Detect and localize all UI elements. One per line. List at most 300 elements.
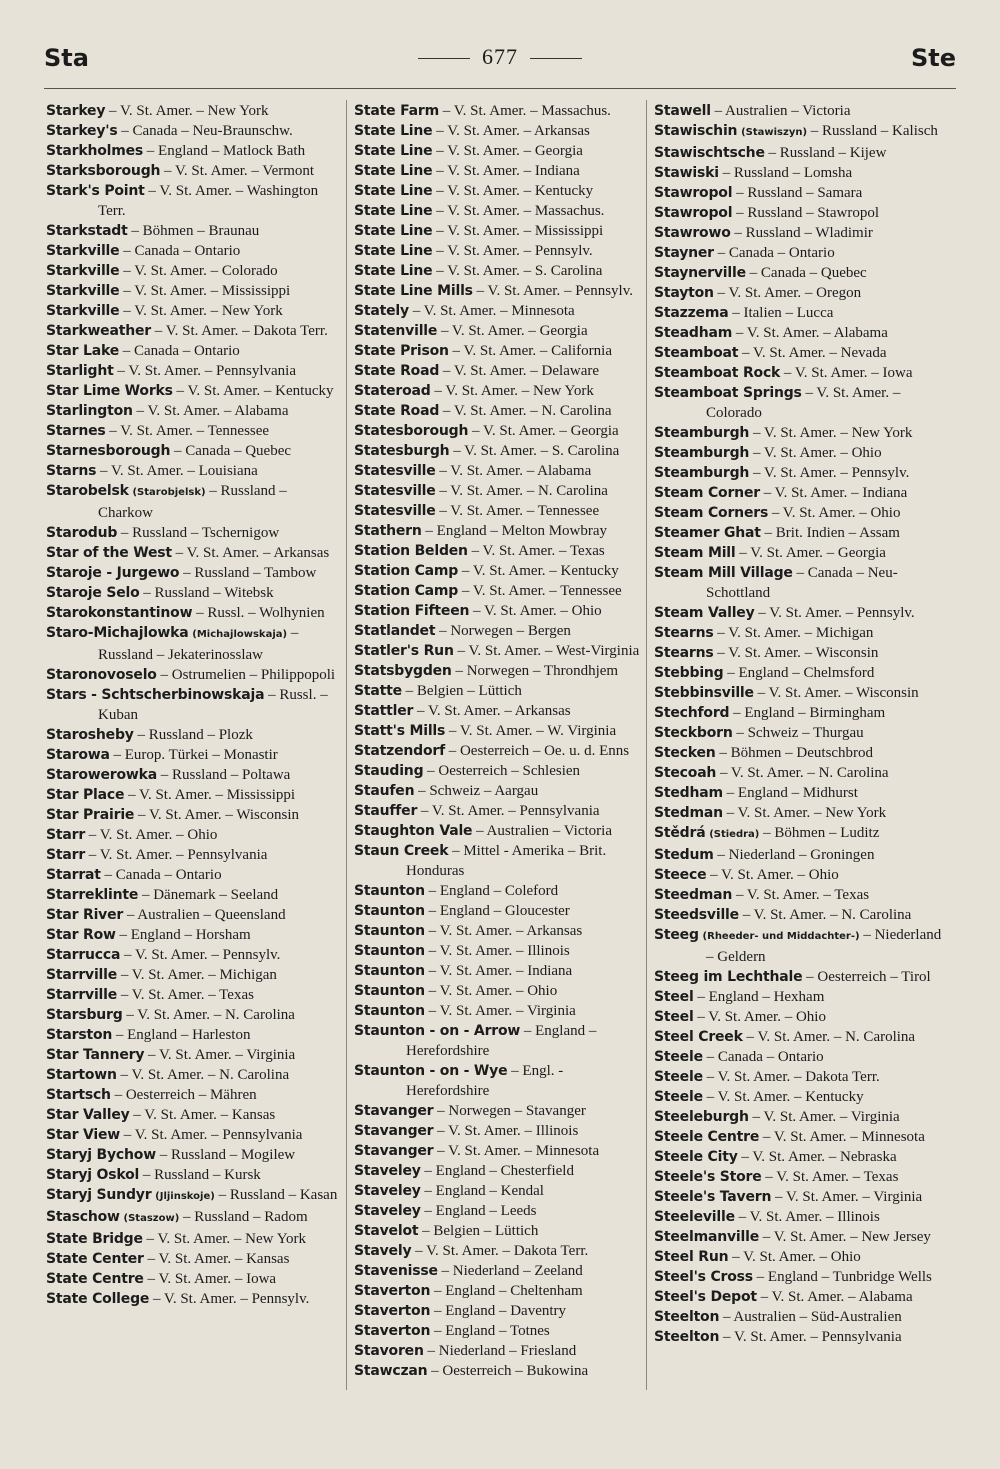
entry-location: – V. St. Amer. – Ohio <box>710 867 839 883</box>
gazetteer-entry <box>354 621 649 641</box>
entry-name: State Line <box>354 123 433 139</box>
entry-name: Steele <box>654 1089 703 1105</box>
entry-name: Staunton <box>354 883 425 899</box>
gazetteer-entry <box>46 181 341 221</box>
gazetteer-entry <box>654 1287 949 1307</box>
entry-name: Starkey <box>46 103 106 119</box>
entry-location: – Niederland – Geldern <box>706 927 942 965</box>
entry-location: – V. St. Amer. – Pennsylvania <box>123 1127 303 1143</box>
entry-name: State Line <box>354 263 433 279</box>
entry-location: – V. St. Amer. – Pennsylvania <box>117 363 296 379</box>
gazetteer-entry <box>354 1121 649 1141</box>
entry-name: Starkville <box>46 303 120 319</box>
entry-location: – V. St. Amer. – Pennsylv. <box>476 283 633 299</box>
entry-name: State Center <box>46 1251 144 1267</box>
entry-name: Statesville <box>354 483 436 499</box>
entry-location: – V. St. Amer. – Pennsylv. <box>436 243 593 259</box>
gazetteer-entry <box>46 1165 341 1185</box>
gazetteer-entry <box>354 261 649 281</box>
entry-location: – V. St. Amer. – Dakota Terr. <box>415 1243 589 1259</box>
entry-name: State Road <box>354 403 440 419</box>
entry-name: Staunton <box>354 943 425 959</box>
entry-location: – V. St. Amer. – New York <box>123 303 283 319</box>
entry-location: – V. St. Amer. – Illinois <box>738 1209 880 1225</box>
gazetteer-entry <box>654 1227 949 1247</box>
entry-name: Steamboat Springs <box>654 385 802 401</box>
entry-location: – V. St. Amer. – W. Virginia <box>448 723 617 739</box>
entry-location: – V. St. Amer. – Minnesota <box>412 303 575 319</box>
gazetteer-entry <box>354 701 649 721</box>
gazetteer-entry <box>354 921 649 941</box>
entry-location: – Schweiz – Aargau <box>418 783 539 799</box>
entry-name: Stavelot <box>354 1223 419 1239</box>
entry-location: – V. St. Amer. – Pennsylv. <box>152 1291 310 1307</box>
entry-location: – V. St. Amer. – Oregon <box>717 285 862 301</box>
entry-name: Steelton <box>654 1309 720 1325</box>
entry-name: Staryj Sundyr <box>46 1187 152 1203</box>
gazetteer-entry <box>354 221 649 241</box>
entry-location: – V. St. Amer. – Minnesota <box>437 1143 600 1159</box>
entry-name: Steeg <box>654 927 699 943</box>
gazetteer-entry <box>354 481 649 501</box>
entry-location: – V. St. Amer. – Ohio <box>752 445 882 461</box>
gazetteer-entry <box>654 1167 949 1187</box>
entry-location: – Canada – Ontario <box>122 343 240 359</box>
gazetteer-entry <box>354 1201 649 1221</box>
entry-name: Stayton <box>654 285 714 301</box>
entry-name: Star Valley <box>46 1107 130 1123</box>
entry-name: Steamburgh <box>654 465 750 481</box>
entry-name: Star River <box>46 907 124 923</box>
entry-location: – V. St. Amer. – Mississippi <box>128 787 296 803</box>
entry-location: – V. St. Amer. – Indiana <box>763 485 908 501</box>
entry-name: State Line <box>354 223 433 239</box>
entry-name: Stark's Point <box>46 183 145 199</box>
gazetteer-entry <box>46 685 341 725</box>
gazetteer-entry <box>354 521 649 541</box>
entry-name: Starreklinte <box>46 887 139 903</box>
entry-name: Starokonstantinow <box>46 605 193 621</box>
gazetteer-entry <box>654 1267 949 1287</box>
gazetteer-entry <box>354 1301 649 1321</box>
entry-name: Steckborn <box>654 725 733 741</box>
entry-name: Stawischtsche <box>654 145 765 161</box>
entry-name: Statlandet <box>354 623 436 639</box>
gazetteer-entry <box>46 1145 341 1165</box>
entry-name: Steam Mill Village <box>654 565 793 581</box>
entry-location: – England – Kendal <box>424 1183 544 1199</box>
entry-location: – V. St. Amer. – Ohio <box>473 603 602 619</box>
entry-alt-name: (Staszow) <box>123 1213 180 1224</box>
entry-name: Stauffer <box>354 803 418 819</box>
gazetteer-entry <box>46 1269 341 1289</box>
gazetteer-entry <box>354 201 649 221</box>
entry-name: Startsch <box>46 1087 111 1103</box>
entry-name: Steel Creek <box>654 1029 743 1045</box>
entry-location: – Russland – Mogilew <box>159 1147 296 1163</box>
entry-name: Stauding <box>354 763 424 779</box>
entry-name: Stawiski <box>654 165 719 181</box>
entry-location: – V. St. Amer. – Alabama <box>735 325 888 341</box>
entry-name: Starston <box>46 1027 113 1043</box>
entry-name: Starr <box>46 847 86 863</box>
entry-name: Steele City <box>654 1149 738 1165</box>
gazetteer-entry <box>46 905 341 925</box>
entry-name: Stawrowo <box>654 225 731 241</box>
entry-name: Steele <box>654 1069 703 1085</box>
entry-location: – Russland – Kasan <box>218 1187 338 1203</box>
gazetteer-entry <box>46 745 341 765</box>
entry-location: – England – Birmingham <box>733 705 886 721</box>
entry-name: Starkville <box>46 243 120 259</box>
entry-name: Stavanger <box>354 1123 434 1139</box>
entry-location: – Norwegen – Throndhjem <box>455 663 619 679</box>
entry-name: Starkstadt <box>46 223 128 239</box>
entry-location: – V. St. Amer. – Virginia <box>775 1189 923 1205</box>
entry-name: Steel <box>654 989 694 1005</box>
entry-location: – Canada – Ontario <box>706 1049 824 1065</box>
entry-name: State Line Mills <box>354 283 473 299</box>
entry-location: – V. St. Amer. – Texas <box>120 987 254 1003</box>
gazetteer-entry <box>654 1067 949 1087</box>
entry-location: – V. St. Amer. – Virginia <box>428 1003 576 1019</box>
entry-name: Staveley <box>354 1183 421 1199</box>
column-divider <box>646 100 647 1390</box>
entry-location: – V. St. Amer. – Pennsylvania <box>723 1329 902 1345</box>
page-number-line <box>44 44 956 70</box>
entry-location: – England – Hexham <box>697 989 825 1005</box>
entry-name: Stayner <box>654 245 714 261</box>
gazetteer-entry <box>354 761 649 781</box>
gazetteer-entry <box>354 561 649 581</box>
entry-location: – V. St. Amer. – Colorado <box>706 385 901 421</box>
entry-name: Stathern <box>354 523 422 539</box>
gazetteer-entry <box>654 143 949 163</box>
gazetteer-entry <box>654 1127 949 1147</box>
gazetteer-entry <box>354 841 649 881</box>
entry-name: Star View <box>46 1127 121 1143</box>
gazetteer-entry <box>654 163 949 183</box>
entry-location: – V. St. Amer. – Alabama <box>136 403 289 419</box>
entry-location: – England – Chelmsford <box>727 665 875 681</box>
entry-name: Star Place <box>46 787 125 803</box>
entry-location: – Oesterreich – Mähren <box>114 1087 257 1103</box>
entry-location: – Russland – Kalisch <box>810 123 938 139</box>
gazetteer-entry <box>654 183 949 203</box>
gazetteer-entry <box>654 121 949 143</box>
entry-name: Station Belden <box>354 543 468 559</box>
entry-location: – V. St. Amer. – Kentucky <box>436 183 594 199</box>
gazetteer-entry <box>354 821 649 841</box>
entry-location: – V. St. Amer. – Georgia <box>440 323 588 339</box>
gazetteer-entry <box>354 401 649 421</box>
entry-name: State Road <box>354 363 440 379</box>
column-1 <box>46 101 341 1309</box>
entry-location: – V. St. Amer. – Kansas <box>133 1107 276 1123</box>
entry-name: Steeleville <box>654 1209 735 1225</box>
entry-name: Stedum <box>654 847 714 863</box>
entry-location: – Australien – Süd-Australien <box>723 1309 902 1325</box>
entry-location: – V. St. Amer. – Wisconsin <box>137 807 300 823</box>
entry-name: Stedman <box>654 805 723 821</box>
entry-location: – Russl. – Wolhynien <box>196 605 325 621</box>
entry-location: – V. St. Amer. – Pennsylv. <box>124 947 281 963</box>
entry-location: – Russland – Tambow <box>183 565 317 581</box>
entry-name: Starrucca <box>46 947 121 963</box>
gazetteer-entry <box>654 303 949 323</box>
column-divider <box>346 100 347 1390</box>
entry-name: Staschow <box>46 1209 120 1225</box>
gazetteer-entry <box>354 1341 649 1361</box>
entry-name: Staunton <box>354 903 425 919</box>
gazetteer-entry <box>654 343 949 363</box>
gazetteer-entry <box>654 443 949 463</box>
entry-name: Staunton - on - Arrow <box>354 1023 521 1039</box>
entry-name: Starrville <box>46 967 118 983</box>
entry-location: – V. St. Amer. – Texas <box>765 1169 899 1185</box>
gazetteer-entry <box>354 961 649 981</box>
header-last-entry: Ste <box>910 44 956 72</box>
gazetteer-entry <box>46 1105 341 1125</box>
entry-name: Staverton <box>354 1303 431 1319</box>
entry-name: State Line <box>354 243 433 259</box>
entry-location: – V. St. Amer. – N. Carolina <box>746 1029 916 1045</box>
entry-location: – V. St. Amer. – Tennessee <box>461 583 622 599</box>
entry-name: Steele <box>654 1049 703 1065</box>
gazetteer-entry <box>654 1027 949 1047</box>
gazetteer-entry <box>354 661 649 681</box>
gazetteer-entry <box>46 725 341 745</box>
entry-location: – Oesterreich – Tirol <box>806 969 931 985</box>
gazetteer-entry <box>354 421 649 441</box>
gazetteer-entry <box>654 905 949 925</box>
entry-location: – V. St. Amer. – Indiana <box>428 963 573 979</box>
gazetteer-entry <box>354 741 649 761</box>
gazetteer-entry <box>654 623 949 643</box>
gazetteer-entry <box>354 161 649 181</box>
gazetteer-entry <box>354 781 649 801</box>
entry-name: Statesborough <box>354 423 469 439</box>
entry-location: – V. St. Amer. – Arkansas <box>436 123 590 139</box>
entry-name: Staronovoselo <box>46 667 157 683</box>
entry-location: – V. St. Amer. – Ohio <box>732 1249 861 1265</box>
gazetteer-entry <box>46 101 341 121</box>
entry-location: – V. St. Amer. – Virginia <box>752 1109 900 1125</box>
entry-location: – England – Melton Mowbray <box>425 523 608 539</box>
entry-location: – Schweiz – Thurgau <box>736 725 864 741</box>
gazetteer-entry <box>46 623 341 665</box>
entry-name: Staun Creek <box>354 843 449 859</box>
entry-location: – V. St. Amer. – Minnesota <box>762 1129 925 1145</box>
gazetteer-entry <box>46 563 341 583</box>
entry-location: – V. St. Amer. – Tennessee <box>109 423 270 439</box>
entry-name: Star Row <box>46 927 116 943</box>
entry-alt-name: (Rheeder- und Middachter-) <box>702 931 860 942</box>
entry-location: – Russland – Jekaterinosslaw <box>98 625 299 663</box>
entry-name: Staroje Selo <box>46 585 140 601</box>
entry-name: Star Tannery <box>46 1047 145 1063</box>
entry-location: – Europ. Türkei – Monastir <box>113 747 278 763</box>
gazetteer-entry <box>46 1045 341 1065</box>
entry-location: – V. St. Amer. – Kentucky <box>461 563 619 579</box>
entry-location: – V. St. Amer. – Pennsylvania <box>88 847 268 863</box>
entry-location: – V. St. Amer. – Pennsylv. <box>752 465 910 481</box>
gazetteer-entry <box>654 101 949 121</box>
entry-name: Steel Run <box>654 1249 729 1265</box>
entry-location: – Canada – Ontario <box>104 867 222 883</box>
gazetteer-entry <box>46 341 341 361</box>
entry-location: – V. St. Amer. – Arkansas <box>428 923 583 939</box>
entry-name: Stavely <box>354 1243 412 1259</box>
gazetteer-entry <box>354 1101 649 1121</box>
gazetteer-entry <box>46 461 341 481</box>
gazetteer-entry <box>354 1281 649 1301</box>
header-first-entry: Sta <box>44 44 89 72</box>
entry-name: Starksborough <box>46 163 161 179</box>
entry-location: – Russland – Plozk <box>137 727 253 743</box>
gazetteer-entry <box>46 1065 341 1085</box>
gazetteer-entry <box>654 823 949 845</box>
entry-name: Steam Valley <box>654 605 755 621</box>
entry-name: State Farm <box>354 103 439 119</box>
entry-name: Steelmanville <box>654 1229 759 1245</box>
entry-location: – England – Horsham <box>119 927 251 943</box>
gazetteer-entry <box>46 825 341 845</box>
entry-location: – V. St. Amer. – Illinois <box>437 1123 579 1139</box>
header-dash-left <box>418 58 470 59</box>
entry-location: – Russland – Witebsk <box>143 585 274 601</box>
gazetteer-entry <box>354 681 649 701</box>
entry-name: Stars - Schtscherbinowskaja <box>46 687 265 703</box>
entry-location: – V. St. Amer. – Wisconsin <box>717 645 879 661</box>
entry-location: – Russland – Tschernigow <box>120 525 280 541</box>
entry-location: – England – Herefordshire <box>406 1023 597 1059</box>
entry-location: – V. St. Amer. – Georgia <box>436 143 583 159</box>
entry-location: – V. St. Amer. – Arkansas <box>416 703 571 719</box>
entry-location: – England – Chesterfield <box>424 1163 574 1179</box>
gazetteer-entry <box>654 423 949 443</box>
page-number: 677 <box>482 44 518 69</box>
entry-name: Stawischin <box>654 123 738 139</box>
entry-name: Startown <box>46 1067 117 1083</box>
entry-alt-name: (Michajlowskaja) <box>192 629 288 640</box>
entry-name: Starkholmes <box>46 143 144 159</box>
entry-name: Starobelsk <box>46 483 129 499</box>
entry-location: – Russland – Poltawa <box>160 767 291 783</box>
gazetteer-entry <box>46 523 341 543</box>
gazetteer-entry <box>354 1261 649 1281</box>
gazetteer-entry <box>354 941 649 961</box>
gazetteer-entry <box>654 683 949 703</box>
entry-location: – Oesterreich – Oe. u. d. Enns <box>448 743 630 759</box>
entry-name: Stebbinsville <box>654 685 754 701</box>
entry-location: – V. St. Amer. – Georgia <box>739 545 886 561</box>
entry-location: – England – Cheltenham <box>433 1283 583 1299</box>
entry-name: Stecoah <box>654 765 717 781</box>
gazetteer-entry <box>46 805 341 825</box>
entry-location: – Niederland – Zeeland <box>441 1263 583 1279</box>
entry-name: State Bridge <box>46 1231 143 1247</box>
entry-location: – V. St. Amer. – New York <box>146 1231 307 1247</box>
gazetteer-entry <box>46 945 341 965</box>
entry-name: Starrat <box>46 867 101 883</box>
gazetteer-entry <box>354 901 649 921</box>
gazetteer-entry <box>46 481 341 523</box>
gazetteer-entry <box>46 1207 341 1229</box>
gazetteer-entry <box>354 601 649 621</box>
entry-name: Statesville <box>354 503 436 519</box>
entry-name: Staufen <box>354 783 415 799</box>
entry-name: Starr <box>46 827 86 843</box>
entry-name: Staro-Michajlowka <box>46 625 189 641</box>
entry-location: – England – Leeds <box>424 1203 537 1219</box>
gazetteer-entry <box>46 865 341 885</box>
entry-name: Steedsville <box>654 907 739 923</box>
entry-name: Steeleburgh <box>654 1109 749 1125</box>
entry-location: – Canada – Quebec <box>174 443 292 459</box>
entry-location: – Oesterreich – Bukowina <box>431 1363 589 1379</box>
entry-name: Steam Corners <box>654 505 769 521</box>
gazetteer-entry <box>654 523 949 543</box>
entry-name: Steel's Depot <box>654 1289 757 1305</box>
entry-name: Statenville <box>354 323 438 339</box>
gazetteer-entry <box>354 1181 649 1201</box>
gazetteer-entry <box>354 1361 649 1381</box>
entry-name: Statsbygden <box>354 663 452 679</box>
entry-location: – Russland – Stawropol <box>736 205 879 221</box>
gazetteer-entry <box>654 663 949 683</box>
gazetteer-entry <box>654 1147 949 1167</box>
gazetteer-entry <box>654 1307 949 1327</box>
gazetteer-entry <box>354 541 649 561</box>
gazetteer-entry <box>654 1187 949 1207</box>
entry-location: – Russland – Wladimir <box>734 225 873 241</box>
entry-alt-name: (Stiedra) <box>709 829 760 840</box>
entry-location: – V. St. Amer. – New Jersey <box>762 1229 931 1245</box>
gazetteer-entry <box>654 845 949 865</box>
entry-location: – Dänemark – Seeland <box>141 887 279 903</box>
entry-location: – V. St. Amer. – Arkansas <box>175 545 330 561</box>
gazetteer-entry <box>654 643 949 663</box>
entry-location: – V. St. Amer. – Texas <box>471 543 605 559</box>
gazetteer-entry <box>46 965 341 985</box>
entry-name: Starowerowka <box>46 767 157 783</box>
entry-name: Steamburgh <box>654 445 750 461</box>
entry-location: – V. St. Amer. – Pennsylvania <box>420 803 600 819</box>
gazetteer-entry <box>354 1241 649 1261</box>
entry-name: Star Lime Works <box>46 383 173 399</box>
gazetteer-entry <box>46 1249 341 1269</box>
entry-name: Starodub <box>46 525 118 541</box>
gazetteer-entry <box>46 381 341 401</box>
gazetteer-entry <box>46 161 341 181</box>
gazetteer-entry <box>46 121 341 141</box>
entry-location: – Australien – Victoria <box>714 103 851 119</box>
entry-location: – Belgien – Lüttich <box>405 683 522 699</box>
gazetteer-entry <box>354 581 649 601</box>
gazetteer-entry <box>654 1007 949 1027</box>
gazetteer-entry <box>654 1087 949 1107</box>
entry-name: Statzendorf <box>354 743 445 759</box>
entry-name: Stearns <box>654 645 714 661</box>
entry-name: Stavanger <box>354 1143 434 1159</box>
entry-name: Station Fifteen <box>354 603 470 619</box>
entry-name: Stateroad <box>354 383 431 399</box>
entry-location: – V. St. Amer. – Mississippi <box>436 223 604 239</box>
entry-name: Steamer Ghat <box>654 525 761 541</box>
gazetteer-entry <box>654 203 949 223</box>
entry-name: Steamboat Rock <box>654 365 781 381</box>
